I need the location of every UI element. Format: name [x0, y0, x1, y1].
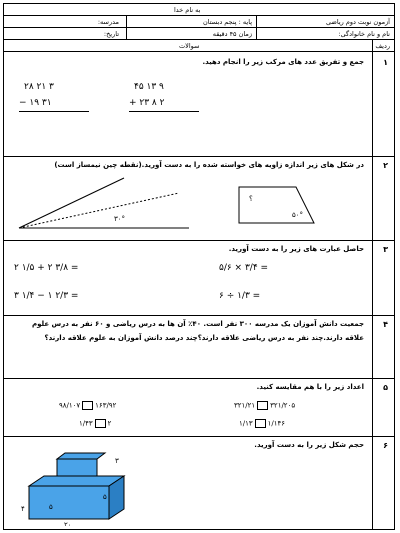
name-label: نام و نام خانوادگی:: [338, 30, 390, 38]
svg-text:۴: ۴: [21, 505, 25, 513]
exam-title: آزمون نوبت دوم ریاضی: [325, 18, 390, 26]
question-1: ۱ جمع و تفریق عدد های مرکب زیر را انجام دهید. ۴۵ ۱۳ ۹ + ۲۳ ۸ ۲ ۲۸ ۲۱ ۳ − ۱۹ ۳۱: [4, 52, 394, 157]
question-5: ۵ اعداد زیر را با هم مقایسه کنید. ۳۲۱/۲۱ ۳۲۱/۲۰۵ ۹۸/۱۰۷ ۱۶۳/۹۲ ۱/۱۳ ۱/۱۴۶ ۱/۴۳ ۲: [4, 379, 394, 437]
question-1-number: ۱: [383, 58, 388, 67]
angle-figure: [14, 173, 194, 233]
page-title: به نام خدا: [174, 6, 201, 14]
col-questions-label: سوالات: [179, 42, 200, 50]
time-label: زمان ۴۵ دقیقه: [212, 30, 252, 38]
svg-text:۳۰°: ۳۰°: [114, 215, 126, 223]
question-4: ۴ جمعیت دانش آموزان یک مدرسه ۳۰۰ نفر است. ۴۰٪ آن ها به درس ریاضی و ۶۰ نفر به درس علوم علاقه دارند.چند نفر به درس ریاضی علاقه دارند؟چند درصد دانش آموزان به علوم علاقه دارند؟: [4, 316, 394, 379]
svg-text:۵: ۵: [103, 493, 107, 501]
question-3: ۳ حاصل عبارت های زیر را به دست آورید. ۵/۶ × ۳/۴ = ۲ ۱/۵ + ۲ ۳/۸ = ۶ ÷ ۱/۳ = ۳ ۱/۴ − ۱ ۲/۳ =: [4, 241, 394, 316]
date-label: تاریخ:: [103, 30, 119, 38]
svg-text:۵۰°: ۵۰°: [292, 211, 304, 219]
question-6: ۶ حجم شکل زیر را به دست آورید. ۵ ۵ ۳ ۴ ۲۰: [4, 437, 394, 531]
title-row: [4, 4, 394, 16]
question-1-text: جمع و تفریق عدد های مرکب زیر را انجام دهید.: [202, 58, 364, 66]
question-2: ۲ در شکل های زیر اندازه زاویه های خواسته شده را به دست آورید.(نقطه چین نیمساز است) ۳۰° ؟ ۵۰°: [4, 157, 394, 241]
volume-figure: [19, 451, 139, 526]
school-label: مدرسه:: [97, 18, 119, 26]
col-row-label: ردیف: [375, 42, 390, 50]
svg-text:۳: ۳: [115, 457, 119, 465]
svg-text:۲۰: ۲۰: [64, 521, 72, 526]
svg-text:؟: ؟: [249, 195, 253, 203]
trapezoid-figure: [234, 181, 334, 231]
exam-sheet: [3, 3, 395, 530]
columns-row: [4, 40, 394, 52]
svg-text:۵: ۵: [49, 503, 53, 511]
header-row-2: [4, 28, 394, 40]
grade-label: پایه : پنجم دبستان: [203, 18, 252, 26]
header-row-1: [4, 16, 394, 28]
